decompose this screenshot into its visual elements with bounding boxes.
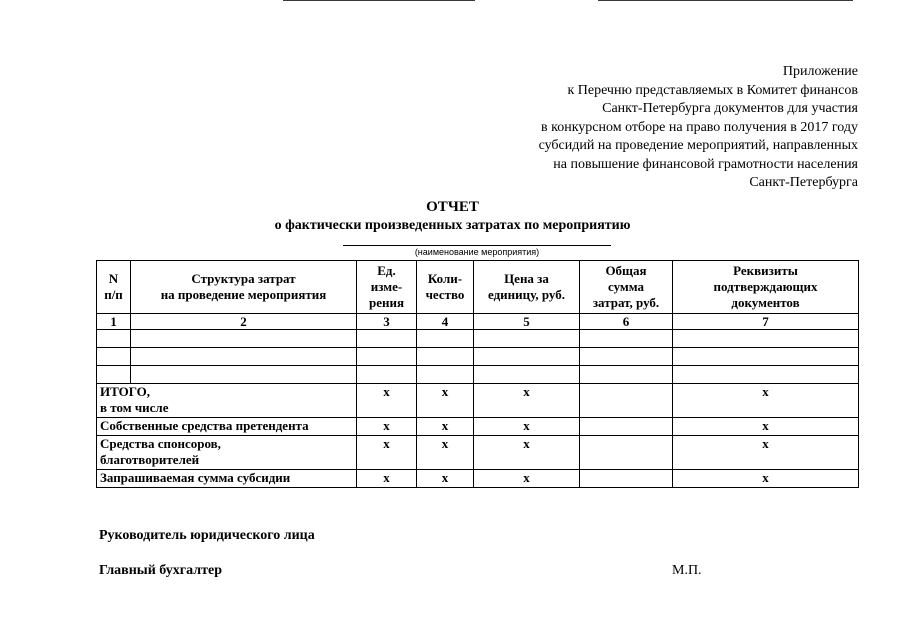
empty-cell xyxy=(357,348,417,366)
empty-row xyxy=(97,366,859,384)
table-row-requested-subsidy xyxy=(97,470,859,488)
cell-quantity: x xyxy=(417,418,474,436)
column-number: 2 xyxy=(131,314,357,330)
header-cost-structure: Структура затрат на проведение мероприятия xyxy=(131,261,357,314)
appendix-line: Приложение xyxy=(782,64,858,79)
event-name-line xyxy=(343,245,611,246)
empty-cell xyxy=(474,330,580,348)
empty-cell xyxy=(97,330,131,348)
report-subtitle: о фактически произведенных затратах по мероприятию xyxy=(274,218,631,233)
column-number: 5 xyxy=(474,314,580,330)
table-row-own-funds xyxy=(97,418,859,436)
cell-quantity: x xyxy=(417,470,474,488)
cell-unit-price: x xyxy=(474,418,580,436)
empty-cell xyxy=(131,366,357,384)
cell-total-cost xyxy=(580,436,673,470)
cell-total-cost xyxy=(580,384,673,418)
empty-cell xyxy=(417,348,474,366)
empty-cell xyxy=(580,330,673,348)
row-label: ИТОГО, в том числе xyxy=(97,384,357,418)
column-number: 1 xyxy=(97,314,131,330)
cell-unit: x xyxy=(357,418,417,436)
appendix-line: Санкт-Петербурга документов для участия xyxy=(602,101,858,116)
empty-cell xyxy=(417,366,474,384)
table-row-total xyxy=(97,384,859,418)
header-total-cost: Общая сумма затрат, руб. xyxy=(580,261,673,314)
column-number: 3 xyxy=(357,314,417,330)
empty-cell xyxy=(97,348,131,366)
scan-edge-mark xyxy=(598,0,853,1)
cell-quantity: x xyxy=(417,384,474,418)
empty-row xyxy=(97,330,859,348)
header-unit-price: Цена за единицу, руб. xyxy=(474,261,580,314)
appendix-line: Санкт-Петербурга xyxy=(749,175,858,190)
empty-cell xyxy=(474,348,580,366)
empty-cell xyxy=(673,330,859,348)
appendix-line: к Перечню представляемых в Комитет финансов xyxy=(567,82,858,98)
table-header-row xyxy=(97,261,859,314)
cell-document-details: x xyxy=(673,418,859,436)
cost-report-table xyxy=(96,260,859,488)
column-number-row xyxy=(97,314,859,330)
table-row-sponsor-funds xyxy=(97,436,859,470)
empty-cell xyxy=(417,330,474,348)
cell-unit-price: x xyxy=(474,470,580,488)
cell-unit: x xyxy=(357,470,417,488)
empty-cell xyxy=(131,330,357,348)
scan-edge-mark xyxy=(283,0,475,1)
head-of-entity-signature-label: Руководитель юридического лица xyxy=(99,528,315,543)
appendix-line: субсидий на проведение мероприятий, направленных xyxy=(538,138,858,153)
row-label: Средства спонсоров, благотворителей xyxy=(97,436,357,470)
chief-accountant-signature-label: Главный бухгалтер xyxy=(99,563,222,578)
header-quantity: Коли- чество xyxy=(417,261,474,314)
cell-quantity: x xyxy=(417,436,474,470)
empty-cell xyxy=(131,348,357,366)
empty-row xyxy=(97,348,859,366)
column-number: 6 xyxy=(580,314,673,330)
cell-unit: x xyxy=(357,436,417,470)
header-unit: Ед. изме- рения xyxy=(357,261,417,314)
cell-unit: x xyxy=(357,384,417,418)
cell-document-details: x xyxy=(673,384,859,418)
header-document-details: Реквизиты подтверждающих документов xyxy=(673,261,859,314)
empty-cell xyxy=(97,366,131,384)
cell-document-details: x xyxy=(673,436,859,470)
cell-unit-price: x xyxy=(474,436,580,470)
cell-total-cost xyxy=(580,418,673,436)
cell-total-cost xyxy=(580,470,673,488)
header-number: N п/п xyxy=(97,261,131,314)
appendix-line: на повышение финансовой грамотности населения xyxy=(553,156,858,172)
empty-cell xyxy=(673,348,859,366)
appendix-line: в конкурсном отборе на право получения в 2017 году xyxy=(541,119,858,135)
cell-unit-price: x xyxy=(474,384,580,418)
row-label: Запрашиваемая сумма субсидии xyxy=(97,470,357,488)
appendix-note xyxy=(539,63,858,193)
empty-cell xyxy=(673,366,859,384)
report-title: ОТЧЕТ xyxy=(426,199,479,215)
column-number: 7 xyxy=(673,314,859,330)
cell-document-details: x xyxy=(673,470,859,488)
empty-cell xyxy=(357,330,417,348)
empty-cell xyxy=(474,366,580,384)
event-name-hint: (наименование мероприятия) xyxy=(414,247,540,257)
stamp-placeholder: М.П. xyxy=(672,563,702,578)
empty-cell xyxy=(580,366,673,384)
empty-cell xyxy=(580,348,673,366)
row-label: Собственные средства претендента xyxy=(97,418,357,436)
empty-cell xyxy=(357,366,417,384)
column-number: 4 xyxy=(417,314,474,330)
